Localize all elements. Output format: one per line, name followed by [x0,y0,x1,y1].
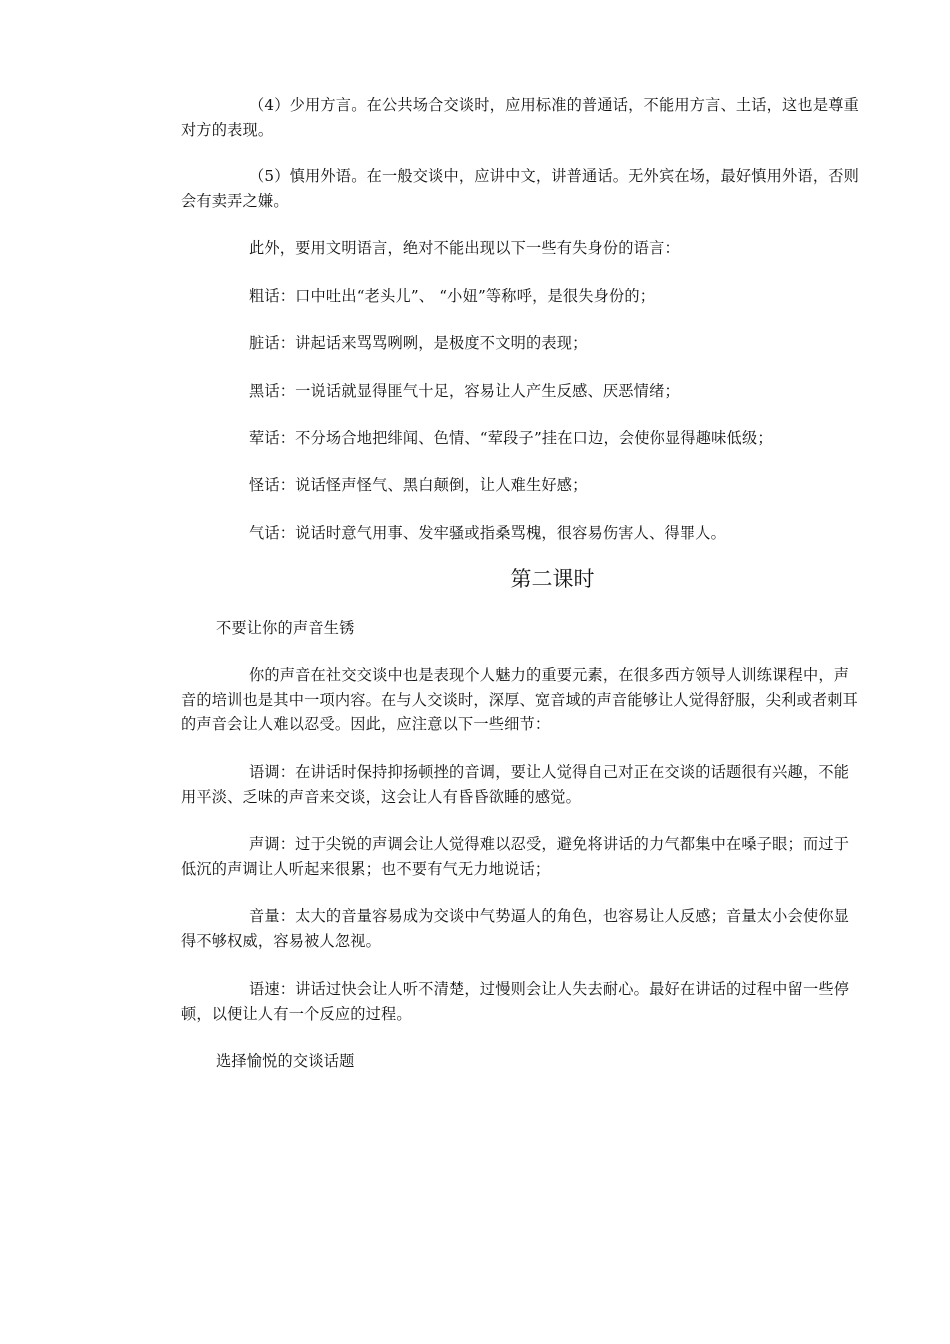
paragraph-vulgar-words: 荤话：不分场合地把绯闻、色情、“荤段子”挂在口边，会使你显得趣味低级； [249,429,773,447]
paragraph-slang-words: 黑话：一说话就显得匪气十足，容易让人产生反感、厌恶情绪； [249,382,680,400]
paragraph-intonation: 语调：在讲话时保持抑扬顿挫的音调，要让人觉得自己对正在交谈的话题很有兴趣，不能用平淡、乏味的声音来交谈，这会让人有昏昏欲睡的感觉。 [181,763,850,806]
subheading-topics: 选择愉悦的交谈话题 [216,1052,355,1070]
paragraph-speed: 语速：讲话过快会让人听不清楚，过慢则会让人失去耐心。最好在讲话的过程中留一些停顿，以便让人有一个反应的过程。 [181,980,850,1023]
paragraph-volume: 音量：太大的音量容易成为交谈中气势逼人的角色，也容易让人反感；音量太小会使你显得不够权威，容易被人忽视。 [181,907,850,950]
paragraph-tone: 声调：过于尖锐的声调会让人觉得难以忍受，避免将讲话的力气都集中在嗓子眼；而过于低沉的声调让人听起来很累；也不要有气无力地说话； [181,835,850,878]
paragraph-rude-words: 粗话：口中吐出“老头儿”、 “小妞”等称呼，是很失身份的； [249,287,656,305]
paragraph-strange-words: 怪话：说话怪声怪气、黑白颠倒，让人难生好感； [249,476,588,494]
subheading-voice: 不要让你的声音生锈 [216,619,355,637]
paragraph-civil-language: 此外，要用文明语言，绝对不能出现以下一些有失身份的语言： [249,239,680,257]
paragraph-dialect: （4）少用方言。在公共场合交谈时，应用标准的普通话，不能用方言、土话，这也是尊重对方的表现。 [181,96,859,139]
section-heading: 第二课时 [510,567,595,591]
paragraph-angry-words: 气话：说话时意气用事、发牢骚或指桑骂槐，很容易伤害人、得罪人。 [249,524,727,542]
paragraph-voice-intro: 你的声音在社交交谈中也是表现个人魅力的重要元素，在很多西方领导人训练课程中，声音的培训也是其中一项内容。在与人交谈时，深厚、宽音域的声音能够让人觉得舒服，尖利或者刺耳的声音会让人难以忍受。因此，应注意以下一些细节： [181,666,859,733]
paragraph-foreign-language: （5）慎用外语。在一般交谈中，应讲中文，讲普通话。无外宾在场，最好慎用外语，否则会有卖弄之嫌。 [181,167,859,210]
paragraph-dirty-words: 脏话：讲起话来骂骂咧咧，是极度不文明的表现； [249,334,588,352]
